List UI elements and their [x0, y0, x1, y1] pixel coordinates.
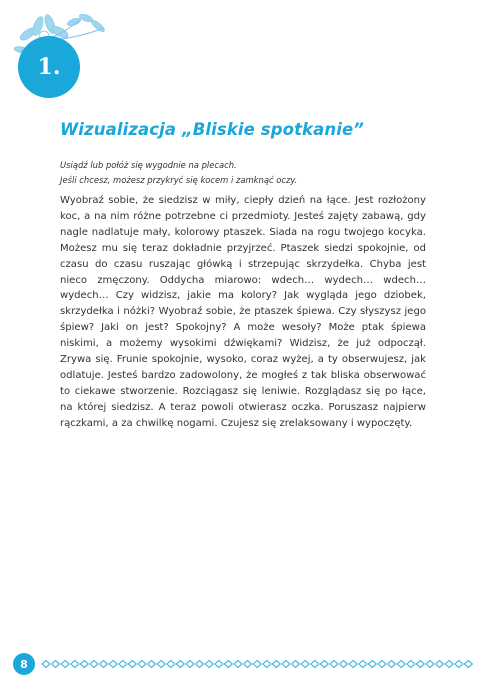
border-diamond	[138, 661, 146, 668]
intro-instructions	[60, 158, 440, 188]
border-diamond	[378, 661, 386, 668]
border-diamond	[292, 661, 300, 668]
border-diamond	[416, 661, 424, 668]
border-diamond	[100, 661, 108, 668]
border-diamond	[119, 661, 127, 668]
page-title: Wizualizacja „Bliskie spotkanie”	[60, 120, 364, 139]
border-diamond	[340, 661, 348, 668]
border-diamond	[215, 661, 223, 668]
border-diamond	[224, 661, 232, 668]
border-diamond	[71, 661, 79, 668]
border-diamond	[157, 661, 165, 668]
chapter-number: 1.	[37, 54, 61, 80]
border-diamond	[167, 661, 175, 668]
border-diamond	[330, 661, 338, 668]
border-diamond	[52, 661, 60, 668]
border-diamond	[42, 661, 50, 668]
border-diamond	[311, 661, 319, 668]
border-diamond	[128, 661, 136, 668]
border-diamond	[176, 661, 184, 668]
border-diamond	[445, 661, 453, 668]
border-diamond	[234, 661, 242, 668]
intro-line-1: Usiądź lub połóż się wygodnie na plecach.	[60, 160, 237, 170]
border-diamond	[205, 661, 213, 668]
border-diamond	[426, 661, 434, 668]
border-diamond	[148, 661, 156, 668]
intro-line-2: Jeśli chcesz, możesz przykryć się kocem i zamknąć oczy.	[60, 175, 298, 185]
border-diamond	[368, 661, 376, 668]
border-diamond	[263, 661, 271, 668]
border-diamond	[407, 661, 415, 668]
visualization-text: Wyobraź sobie, że siedzisz w miły, ciepły dzień na łące. Jest rozłożony koc, a na nim różne potrzebne ci przedmioty. Jesteś zajęty zabawą, gdy nagle nadlatuje mały, kolorowy ptaszek. Siada na rogu twojego kocyka. Możesz mu się teraz dokładnie przyjrzeć. Ptaszek siedzi spokojnie, od czasu do czasu ruszając główką i strzepując skrzydełka. Chyba jest nieco zmęczony. Oddycha miarowo: wdech… wydech… wdech… wydech… Czy widzisz, jakie ma kolory? Jak wygląda jego dziobek, skrzydełka i nóżki? Wyobraź sobie, że ptaszek śpiewa. Czy słyszysz jego śpiew? Jaki on jest? Spokojny? A może wesoły? Może ptak śpiewa niskimi, a możemy wysokimi dźwiękami? Widzisz, że już odpoczął. Zrywa się. Frunie spokojnie, wysoko, coraz wyżej, a ty obserwujesz, jak odlatuje. Jesteś bardzo zadowolony, że mogłeś z tak bliska obserwować to ciekawe stworzenie. Rozciągasz się leniwie. Rozglądasz się po łące, na której siedzisz. A teraz powoli otwierasz oczka. Poruszasz najpierw rączkami, a za chwilkę nogami. Czujesz się zrelaksowany i wypoczęty.	[60, 195, 426, 429]
border-diamond	[320, 661, 328, 668]
border-diamond	[253, 661, 261, 668]
border-diamond	[272, 661, 280, 668]
page-number-badge	[13, 653, 35, 675]
border-diamond	[388, 661, 396, 668]
border-diamond	[301, 661, 309, 668]
border-diamond	[244, 661, 252, 668]
border-diamond	[436, 661, 444, 668]
border-diamond	[61, 661, 69, 668]
page-number: 8	[20, 657, 28, 671]
border-diamond	[359, 661, 367, 668]
border-diamond	[196, 661, 204, 668]
border-diamond	[186, 661, 194, 668]
border-diamond	[282, 661, 290, 668]
border-diamond	[109, 661, 117, 668]
diamond-chain-border	[38, 659, 474, 669]
border-diamond	[455, 661, 463, 668]
border-diamond	[80, 661, 88, 668]
border-diamond	[464, 661, 472, 668]
border-diamond	[90, 661, 98, 668]
border-diamond	[349, 661, 357, 668]
border-diamond	[397, 661, 405, 668]
chapter-badge	[18, 36, 80, 98]
